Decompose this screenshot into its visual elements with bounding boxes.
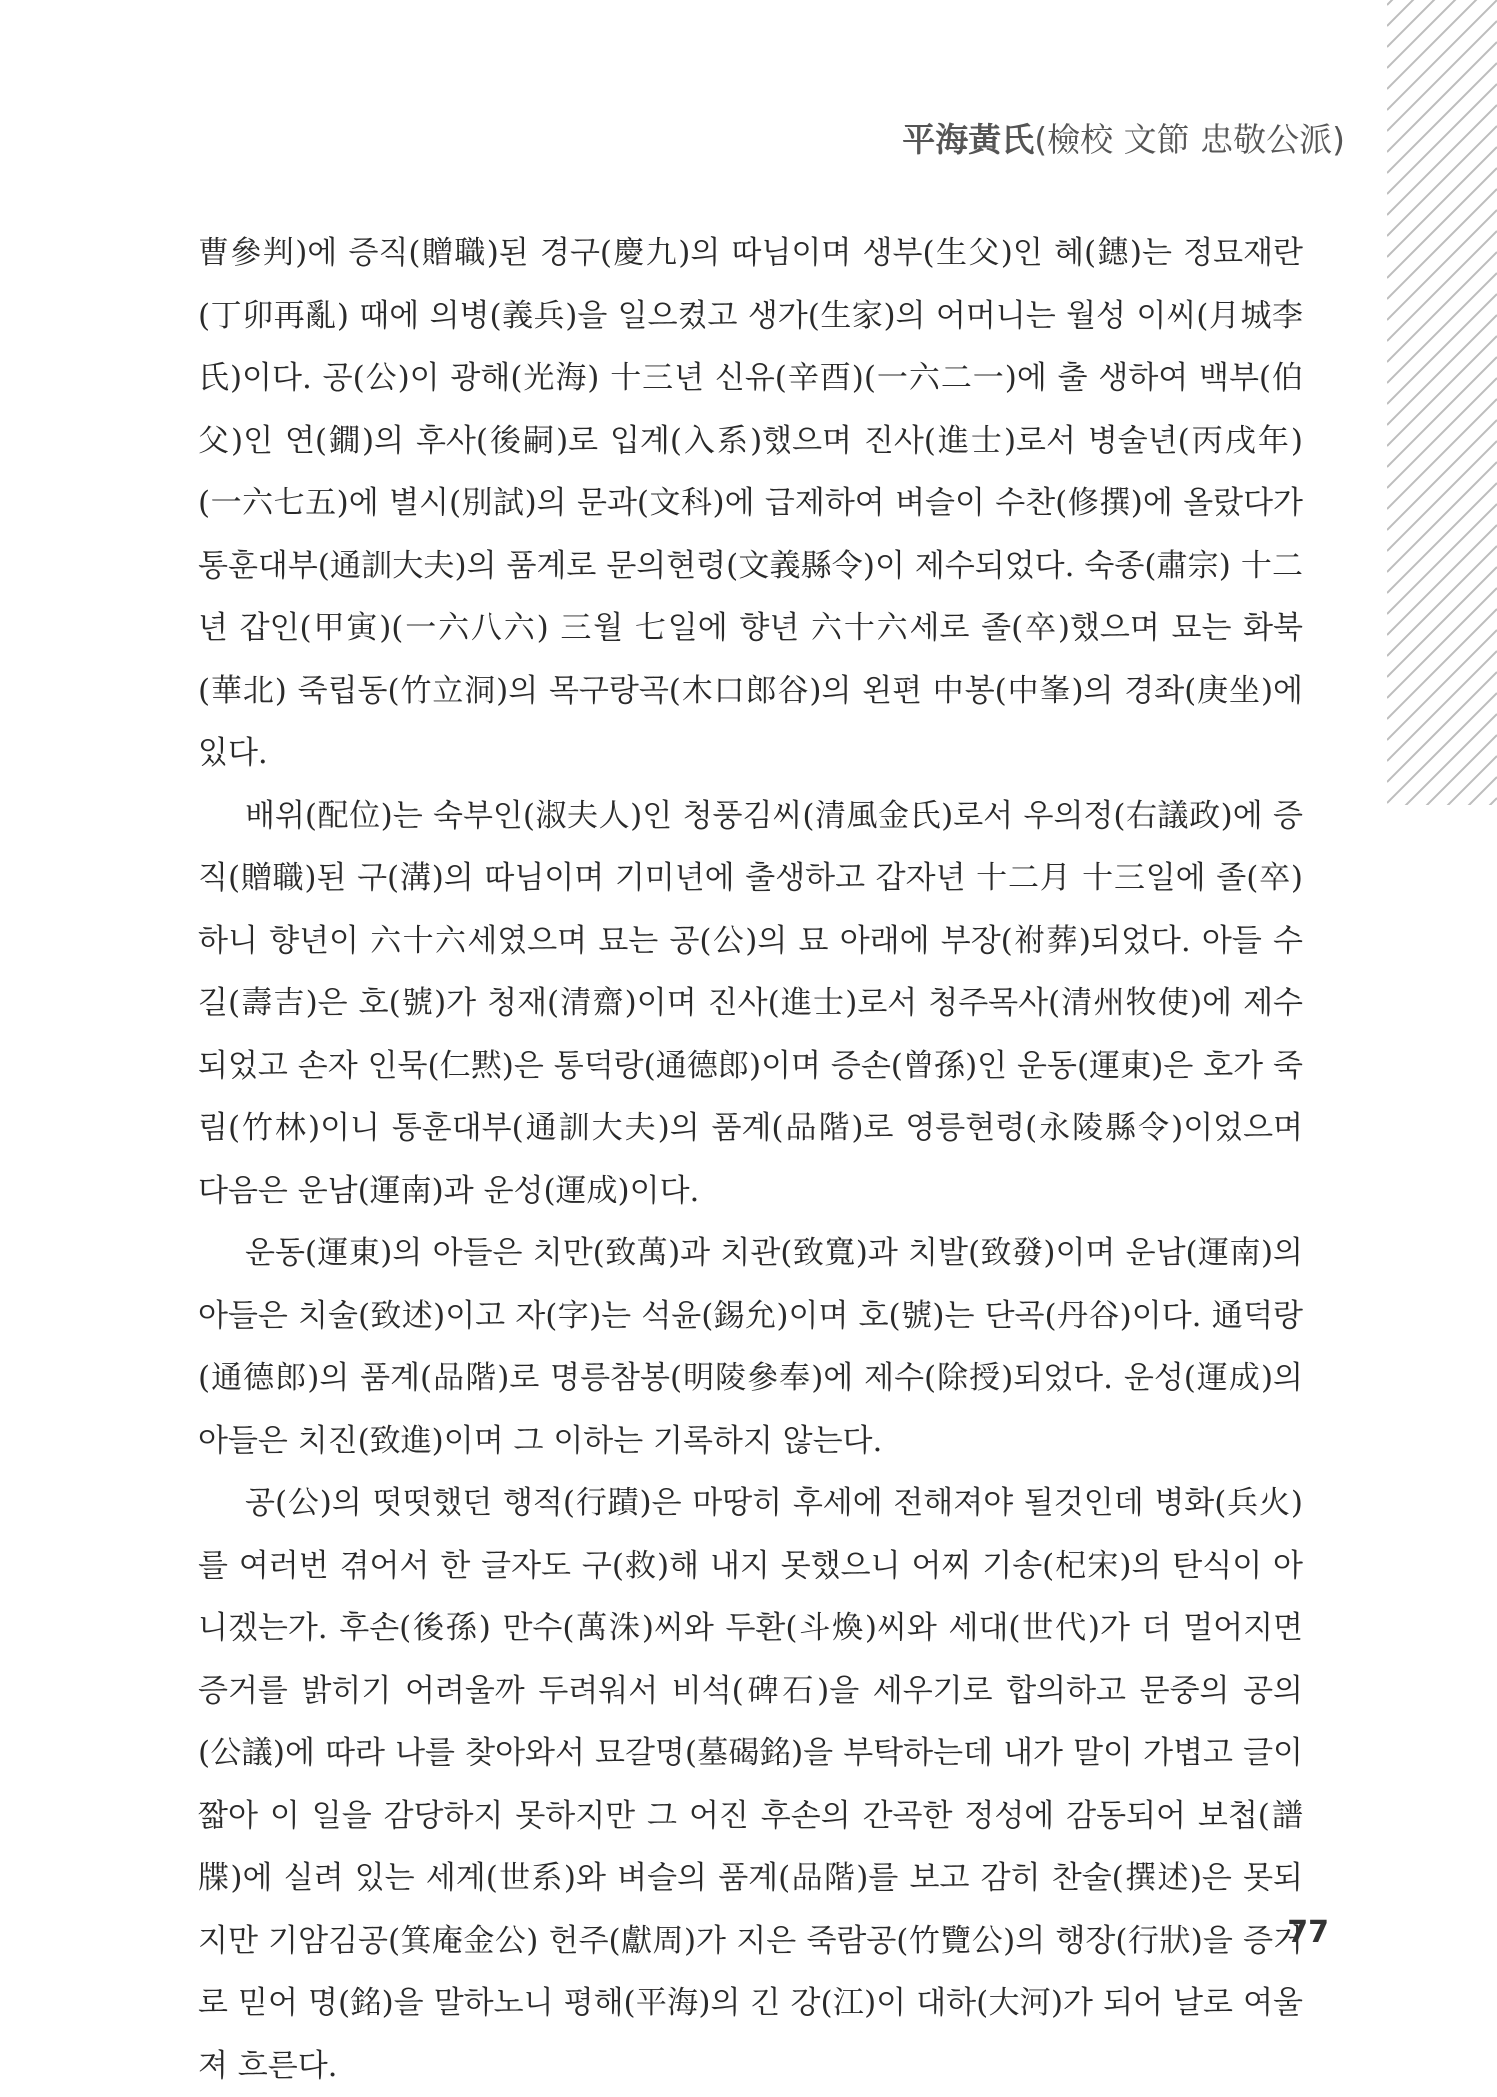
stripe-line [1387,630,1497,740]
stripe-line [1387,588,1497,698]
stripe-line [1387,378,1497,488]
paragraph-3: 운동(運東)의 아들은 치만(致萬)과 치관(致寬)과 치발(致發)이며 운남(運南)의 아들은 치술(致述)이고 자(字)는 석윤(錫允)이며 호(號)는 단곡(丹谷)이다. 通덕랑(通德郎)의 품계(品階)로 명릉참봉(明陵參奉)에 제수(除授)되었다. 운성(運成)의 아들은 치진(致進)이며 그 이하는 기록하지 않는다. [198,1235,1303,1459]
header-title: 平海黃氏 [902,120,1035,159]
stripe-line [1387,0,1497,110]
stripe-line [1387,42,1497,152]
stripe-line [1387,798,1497,805]
stripe-line [1387,231,1497,341]
stripe-line [1387,294,1497,404]
stripe-line [1387,693,1497,803]
stripe-line [1387,609,1497,719]
stripe-line [1387,84,1497,194]
decorative-stripes [1387,0,1497,805]
stripe-line [1387,504,1497,614]
stripe-line [1387,210,1497,320]
stripe-line [1387,420,1497,530]
stripe-line [1387,105,1497,215]
stripe-line [1387,126,1497,236]
stripe-line [1387,336,1497,446]
stripe-line [1387,273,1497,383]
stripe-line [1387,63,1497,173]
stripe-line [1387,399,1497,509]
stripe-line [1387,756,1497,805]
stripe-line [1387,315,1497,425]
running-header [902,114,1345,161]
stripe-line [1387,189,1497,299]
paragraph-2: 배위(配位)는 숙부인(淑夫人)인 청풍김씨(清風金氏)로서 우의정(右議政)에 증직(贈職)된 구(溝)의 따님이며 기미년에 출생하고 갑자년 十二月 十三일에 졸(卒)하니 향년이 六十六세였으며 묘는 공(公)의 묘 아래에 부장(祔葬)되었다. 아들 수길(壽吉)은 호(號)가 청재(清齋)이며 진사(進士)로서 청주목사(清州牧使)에 제수되었고 손자 인묵(仁黙)은 통덕랑(通德郎)이며 증손(曾孫)인 운동(運東)은 호가 죽림(竹林)이니 통훈대부(通訓大夫)의 품계(品階)로 영릉현령(永陵縣令)이었으며 다음은 운남(運南)과 운성(運成)이다. [198,797,1303,1209]
stripe-line [1387,672,1497,782]
header-subtitle: (檢校 文節 忠敬公派) [1034,120,1345,159]
stripe-line [1387,546,1497,656]
stripe-line [1387,168,1497,278]
stripe-line [1387,462,1497,572]
paragraph-1: 曹參判)에 증직(贈職)된 경구(慶九)의 따님이며 생부(生父)인 혜(鏸)는 정묘재란(丁卯再亂) 때에 의병(義兵)을 일으켰고 생가(生家)의 어머니는 월성 이씨(月城李氏)이다. 공(公)이 광해(光海) 十三년 신유(辛酉)(一六二一)에 출 생하여 백부(伯父)인 연(鐗)의 후사(後嗣)로 입계(入系)했으며 진사(進士)로서 병술년(丙戌年)(一六七五)에 별시(別試)의 문과(文科)에 급제하여 벼슬이 수찬(修撰)에 올랐다가 통훈대부(通訓大夫)의 품계로 문의현령(文義縣令)이 제수되었다. 숙종(肅宗) 十二년 갑인(甲寅)(一六八六) 三월 七일에 향년 六十六세로 졸(卒)했으며 묘는 화북(華北) 죽립동(竹立洞)의 목구랑곡(木口郎谷)의 왼편 中봉(中峯)의 경좌(庚坐)에 있다. [198,235,1303,771]
stripe-line [1387,525,1497,635]
body-text [198,222,1303,2097]
stripe-line [1387,483,1497,593]
stripe-line [1387,567,1497,677]
paragraph-4: 공(公)의 떳떳했던 행적(行蹟)은 마땅히 후세에 전해져야 될것인데 병화(兵火)를 여러번 겪어서 한 글자도 구(救)해 내지 못했으니 어찌 기송(杞宋)의 탄식이 아니겠는가. 후손(後孫) 만수(萬洙)씨와 두환(斗煥)씨와 세대(世代)가 더 멀어지면 증거를 밝히기 어려울까 두려워서 비석(碑石)을 세우기로 합의하고 문중의 공의(公議)에 따라 나를 찾아와서 묘갈명(墓碣銘)을 부탁하는데 내가 말이 가볍고 글이 짧아 이 일을 감당하지 못하지만 그 어진 후손의 간곡한 정성에 감동되어 보첩(譜牒)에 실려 있는 세계(世系)와 벼슬의 품계(品階)를 보고 감히 찬술(撰述)은 못되지만 기암김공(箕庵金公) 헌주(獻周)가 지은 죽람공(竹覽公)의 행장(行狀)을 증거로 믿어 명(銘)을 말하노니 평해(平海)의 긴 강(江)이 대하(大河)가 되어 날로 여울져 흐른다. [198,1485,1303,2084]
stripe-line [1387,21,1497,131]
stripe-line [1387,0,1497,5]
stripe-line [1387,357,1497,467]
stripe-line [1387,651,1497,761]
stripe-line [1387,147,1497,257]
stripe-line [1387,0,1497,47]
stripe-line [1387,252,1497,362]
page-number: 77 [1287,1915,1329,1950]
stripe-line [1387,441,1497,551]
